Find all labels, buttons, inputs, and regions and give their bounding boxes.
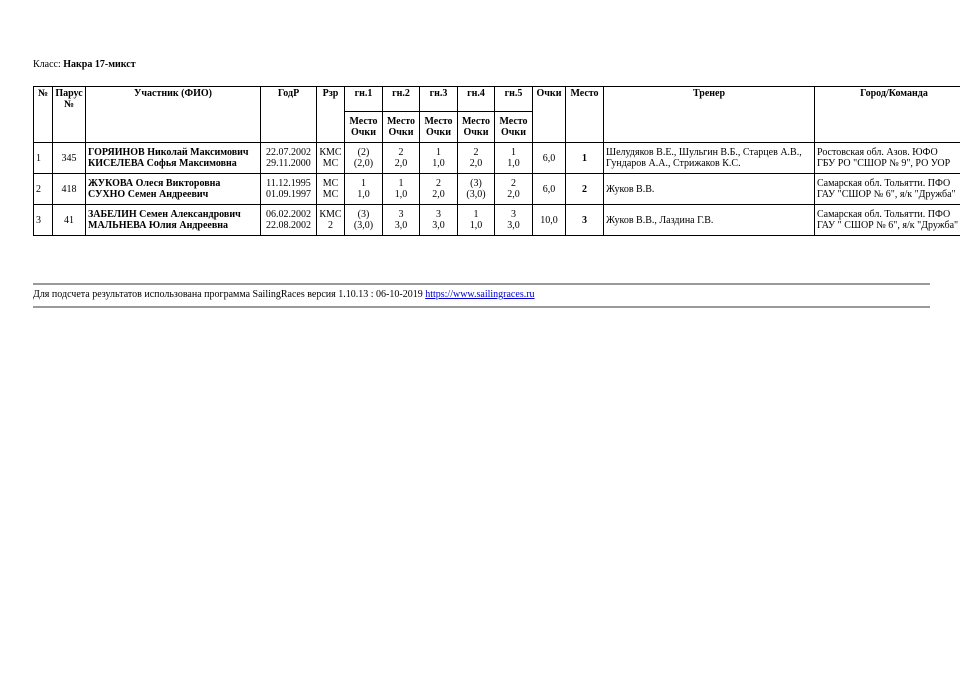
class-value: Накра 17-микст	[63, 59, 136, 70]
col-team-header: Город/Команда	[815, 87, 960, 143]
row-race4: 2 2,0	[458, 143, 495, 174]
row-sail: 345	[53, 143, 86, 174]
header-row	[34, 87, 960, 112]
row-points: 10,0	[533, 205, 566, 236]
col-num-header: №	[34, 87, 53, 143]
results-table	[33, 86, 960, 236]
col-race2-header: гн.2	[383, 87, 420, 112]
race1-subheader: Место Очки	[345, 112, 383, 143]
row-place: 1	[566, 143, 604, 174]
sailingraces-link[interactable]: https://www.sailingraces.ru	[425, 289, 535, 300]
col-place-header: Место	[566, 87, 604, 143]
table-row	[34, 143, 960, 174]
row-race1: (2) (2,0)	[345, 143, 383, 174]
col-rank-header: Рзр	[317, 87, 345, 143]
row-num: 3	[34, 205, 53, 236]
row-rank: КМС МС	[317, 143, 345, 174]
row-race2: 1 1,0	[383, 174, 420, 205]
row-participants: ГОРЯИНОВ Николай Максимович КИСЕЛЕВА Софья Максимовна	[86, 143, 261, 174]
row-race5: 3 3,0	[495, 205, 533, 236]
row-race4: 1 1,0	[458, 205, 495, 236]
row-race5: 1 1,0	[495, 143, 533, 174]
col-birth-header: ГодР	[261, 87, 317, 143]
row-coach: Жуков В.В.	[604, 174, 815, 205]
col-points-header: Очки	[533, 87, 566, 143]
footer	[33, 289, 535, 300]
row-coach: Шелудяков В.Е., Шульгин В.Б., Старцев А.В., Гундаров А.А., Стрижаков К.С.	[604, 143, 815, 174]
row-points: 6,0	[533, 174, 566, 205]
row-rank: КМС 2	[317, 205, 345, 236]
footer-divider-top	[33, 283, 930, 285]
row-birth: 06.02.2002 22.08.2002	[261, 205, 317, 236]
row-race2: 3 3,0	[383, 205, 420, 236]
row-race5: 2 2,0	[495, 174, 533, 205]
row-place: 3	[566, 205, 604, 236]
row-participants: ЖУКОВА Олеся Викторовна СУХНО Семен Андреевич	[86, 174, 261, 205]
race3-subheader: Место Очки	[420, 112, 458, 143]
race4-subheader: Место Очки	[458, 112, 495, 143]
row-birth: 11.12.1995 01.09.1997	[261, 174, 317, 205]
col-race3-header: гн.3	[420, 87, 458, 112]
row-coach: Жуков В.В., Лаздина Г.В.	[604, 205, 815, 236]
row-num: 1	[34, 143, 53, 174]
row-points: 6,0	[533, 143, 566, 174]
row-race3: 2 2,0	[420, 174, 458, 205]
row-birth: 22.07.2002 29.11.2000	[261, 143, 317, 174]
class-line	[33, 59, 136, 70]
row-team: Самарская обл. Тольятти. ПФО ГАУ " СШОР № 6", я/к "Дружба"	[815, 205, 960, 236]
footer-divider-bottom	[33, 306, 930, 308]
table-row	[34, 205, 960, 236]
footer-text: Для подсчета результатов использована программа SailingRaces версия 1.10.13 : 06-10-2019	[33, 289, 423, 300]
results-table-wrap	[33, 86, 960, 241]
col-coach-header: Тренер	[604, 87, 815, 143]
table-row	[34, 174, 960, 205]
col-sail-header: Парус №	[53, 87, 86, 143]
row-race2: 2 2,0	[383, 143, 420, 174]
race2-subheader: Место Очки	[383, 112, 420, 143]
col-race1-header: гн.1	[345, 87, 383, 112]
row-team: Ростовская обл. Азов. ЮФО ГБУ РО "СШОР № 9", РО УОР	[815, 143, 960, 174]
row-sail: 41	[53, 205, 86, 236]
row-sail: 418	[53, 174, 86, 205]
row-race3: 1 1,0	[420, 143, 458, 174]
row-participants: ЗАБЕЛИН Семен Александрович МАЛЬНЕВА Юлия Андреевна	[86, 205, 261, 236]
col-race4-header: гн.4	[458, 87, 495, 112]
row-race1: 1 1,0	[345, 174, 383, 205]
class-label: Класс:	[33, 59, 61, 70]
col-participant-header: Участник (ФИО)	[86, 87, 261, 143]
race5-subheader: Место Очки	[495, 112, 533, 143]
row-team: Самарская обл. Тольятти. ПФО ГАУ "СШОР № 6", я/к "Дружба"	[815, 174, 960, 205]
row-race4: (3) (3,0)	[458, 174, 495, 205]
row-rank: МС МС	[317, 174, 345, 205]
row-race3: 3 3,0	[420, 205, 458, 236]
row-num: 2	[34, 174, 53, 205]
row-place: 2	[566, 174, 604, 205]
row-race1: (3) (3,0)	[345, 205, 383, 236]
col-race5-header: гн.5	[495, 87, 533, 112]
